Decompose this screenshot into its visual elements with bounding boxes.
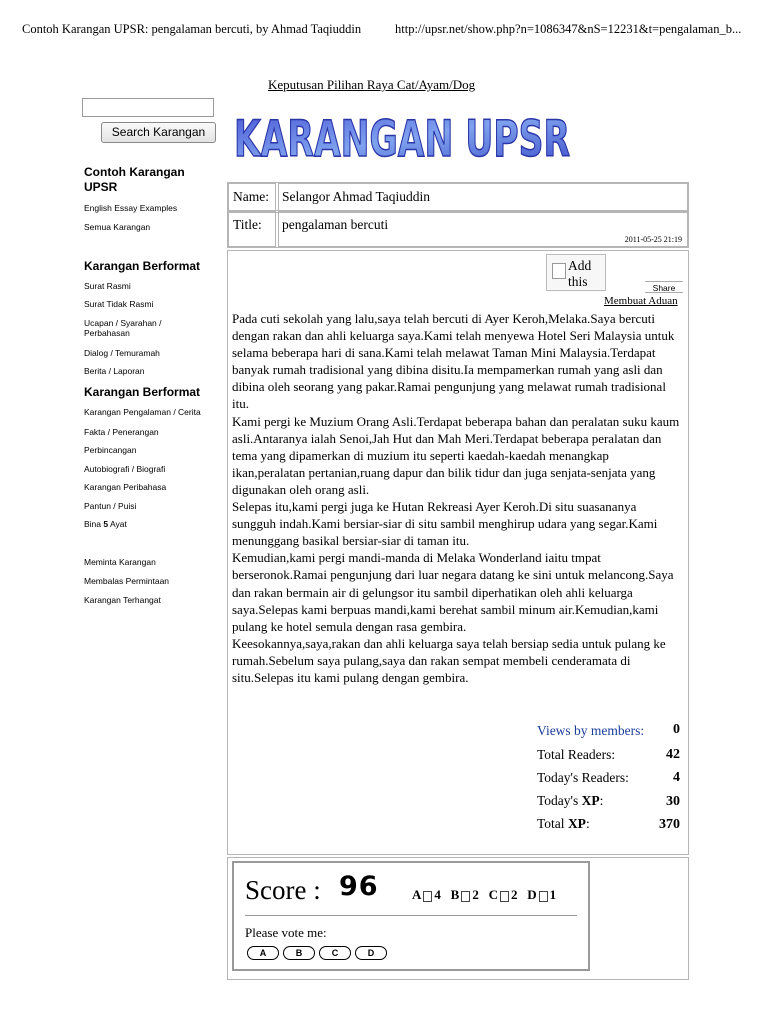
title-label: Title: (228, 211, 276, 247)
sidebar-item-bina-ayat[interactable]: Bina 5 Ayat (84, 519, 127, 529)
sidebar-item-dialog[interactable]: Dialog / Temuramah (84, 348, 160, 358)
post-date: 2011-05-25 21:19 (624, 235, 682, 244)
search-input[interactable] (82, 98, 214, 117)
add-this-button[interactable] (546, 254, 606, 291)
svg-text:KARANGAN UPSR: KARANGAN UPSR (234, 110, 570, 168)
name-value: Selangor Ahmad Taqiuddin (278, 183, 688, 212)
sidebar-item-perbincangan[interactable]: Perbincangan (84, 445, 137, 455)
vote-count-b: B 2 (450, 887, 479, 902)
search-button[interactable]: Search Karangan (101, 122, 216, 143)
share-button[interactable]: Share (645, 281, 683, 293)
score-value: 96 (339, 871, 379, 902)
sidebar-item-terhangat[interactable]: Karangan Terhangat (84, 595, 161, 605)
today-readers-value: 4 (673, 770, 680, 785)
sidebar-item-autobiografi[interactable]: Autobiografi / Biografi (84, 464, 166, 474)
name-row (227, 182, 689, 213)
sidebar-section-title: Karangan Berformat (84, 385, 201, 399)
vote-d-button[interactable]: D (355, 946, 387, 960)
sidebar-item-membalas[interactable]: Membalas Permintaan (84, 576, 170, 586)
page-header-title: Contoh Karangan UPSR: pengalaman bercuti, by Ahmad Taqiuddin (22, 22, 362, 36)
sidebar-item-english-essay[interactable]: English Essay Examples (84, 203, 178, 213)
sidebar-item-peribahasa[interactable]: Karangan Peribahasa (84, 482, 167, 492)
vote-count-c: C 2 (488, 887, 518, 902)
sidebar-section-title: Karangan Berformat (84, 259, 201, 273)
vote-check-icon (500, 891, 509, 902)
score-label: Score : (245, 875, 321, 905)
add-this-label: Add this (568, 258, 592, 289)
vote-count-a: A 4 (412, 887, 441, 902)
vote-b-button[interactable]: B (283, 946, 315, 960)
name-label: Name: (228, 183, 276, 212)
total-xp-value: 370 (659, 817, 680, 832)
sidebar-item-ucapan[interactable]: Ucapan / Syarahan / Perbahasan (84, 318, 162, 338)
views-label: Views by members: (537, 723, 645, 738)
views-value: 0 (673, 722, 680, 737)
vote-prompt: Please vote me: (245, 925, 327, 940)
vote-count-d: D 1 (527, 887, 557, 902)
vote-check-icon (539, 891, 548, 902)
total-readers-value: 42 (666, 747, 680, 762)
score-divider (245, 915, 577, 916)
sidebar-item-surat-tidak-rasmi[interactable]: Surat Tidak Rasmi (84, 299, 154, 309)
score-panel (232, 861, 590, 971)
sidebar-item-pengalaman[interactable]: Karangan Pengalaman / Cerita (84, 407, 201, 417)
vote-buttons (247, 943, 391, 961)
today-readers-label: Today's Readers: (537, 770, 629, 785)
vote-counts (412, 887, 556, 903)
sidebar-item-fakta[interactable]: Fakta / Penerangan (84, 427, 159, 437)
sidebar-item-berita[interactable]: Berita / Laporan (84, 366, 145, 376)
sidebar-item-pantun[interactable]: Pantun / Puisi (84, 501, 137, 511)
today-xp-value: 30 (666, 794, 680, 809)
essay-text: Pada cuti sekolah yang lalu,saya telah bercuti di Ayer Keroh,Melaka.Saya bercuti dengan rakan dan ahli keluarga saya.Kami telah menyewa Hotel Seri Malaysia untuk selama beberapa hari di sana.Kami telah melawat Taman Mini Malaysia.Terdapat banyak rumah tradisional yang dibina disitu.Ia mempamerkan rumah yang asli dan dibina oleh seorang yang pakar.Ramai pengunjung yang melawat rumah tradisional itu. Kami pergi ke Muzium Orang Asli.Terdapat beberapa bahan dan peralatan suku kaum asli.Antaranya ialah Senoi,Jah Hut dan Mah Meri.Terdapat beberapa peralatan dan tema yang dipamerkan di muzium itu seperti kaedah-kaedah menangkap ikan,peralatan pertanian,ruang dapur dan bilik tidur dan juga senjata-senjata yang digunakan oleh orang asli. Selepas itu,kami pergi juga ke Hutan Rekreasi Ayer Keroh.Di situ suasananya sungguh indah.Kami bersiar-siar di situ sambil menghirup udara yang segar.Kami menunggang basikal bersiar-siar di taman itu. Kemudian,kami pergi mandi-manda di Melaka Wonderland iaitu tmpat berseronok.Ramai pengunjung dari luar negara datang ke sini untuk melancong.Saya dan rakan bermain air di gelungsor itu sambil diperhatikan oleh ahli keluarga saya.Selepas kami berpuas mandi,kami berehat sambil minum air.Kemudian,kami pulang ke hotel semula dengan rasa gembira. Keesokannya,saya,rakan dan ahli keluarga saya telah bersiap sedia untuk pulang ke rumah.Sebelum saya pulang,saya dan rakan sempat membeli cenderamata di situ.Selepas itu kami pulang dengan gembira. (232, 311, 680, 685)
title-value: pengalaman bercuti (278, 211, 688, 247)
title-row (227, 210, 689, 248)
sidebar-section-title: Contoh Karangan UPSR (84, 165, 185, 194)
add-this-icon (552, 263, 566, 279)
karangan-upsr-logo (232, 110, 574, 168)
vote-check-icon (461, 891, 470, 902)
vote-check-icon (423, 891, 432, 902)
total-readers-label: Total Readers: (537, 747, 616, 762)
sidebar-item-semua-karangan[interactable]: Semua Karangan (84, 222, 151, 232)
total-xp-label: Total XP: (537, 816, 590, 831)
sidebar-item-meminta[interactable]: Meminta Karangan (84, 557, 156, 567)
today-xp-label: Today's XP: (537, 793, 604, 808)
page-header-url: http://upsr.net/show.php?n=1086347&nS=12231&t=pengalaman_b... (395, 22, 742, 36)
vote-a-button[interactable]: A (247, 946, 279, 960)
vote-c-button[interactable]: C (319, 946, 351, 960)
sidebar-item-surat-rasmi[interactable]: Surat Rasmi (84, 281, 131, 291)
report-link[interactable]: Membuat Aduan (604, 295, 678, 307)
top-link[interactable]: Keputusan Pilihan Raya Cat/Ayam/Dog (268, 77, 476, 92)
